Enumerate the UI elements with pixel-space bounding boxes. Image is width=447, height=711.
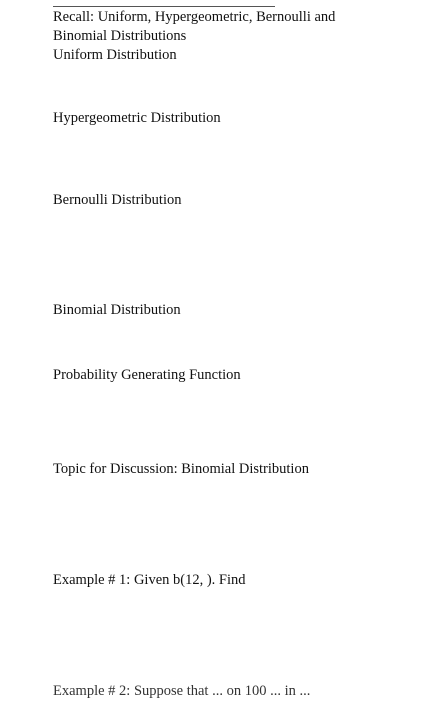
recall-header <box>53 8 335 65</box>
bernoulli-heading: Bernoulli Distribution <box>53 192 182 208</box>
recall-line-1: Recall: Uniform, Hypergeometric, Bernoulli and <box>53 9 336 25</box>
example-2-partial-line <box>53 683 311 700</box>
example-2-partial-text: Example # 2: Suppose that ... on 100 ... in ... <box>53 683 311 699</box>
pgf-heading: Probability Generating Function <box>53 367 241 383</box>
uniform-distribution-heading: Uniform Distribution <box>53 47 177 63</box>
topic-heading: Topic for Discussion: Binomial Distribution <box>53 461 309 477</box>
hypergeometric-heading: Hypergeometric Distribution <box>53 110 221 126</box>
binomial-heading: Binomial Distribution <box>53 302 181 318</box>
top-rule <box>53 6 275 7</box>
recall-line-2: Binomial Distributions <box>53 28 187 44</box>
example-1-text: Example # 1: Given b(12, ). Find <box>53 572 246 588</box>
